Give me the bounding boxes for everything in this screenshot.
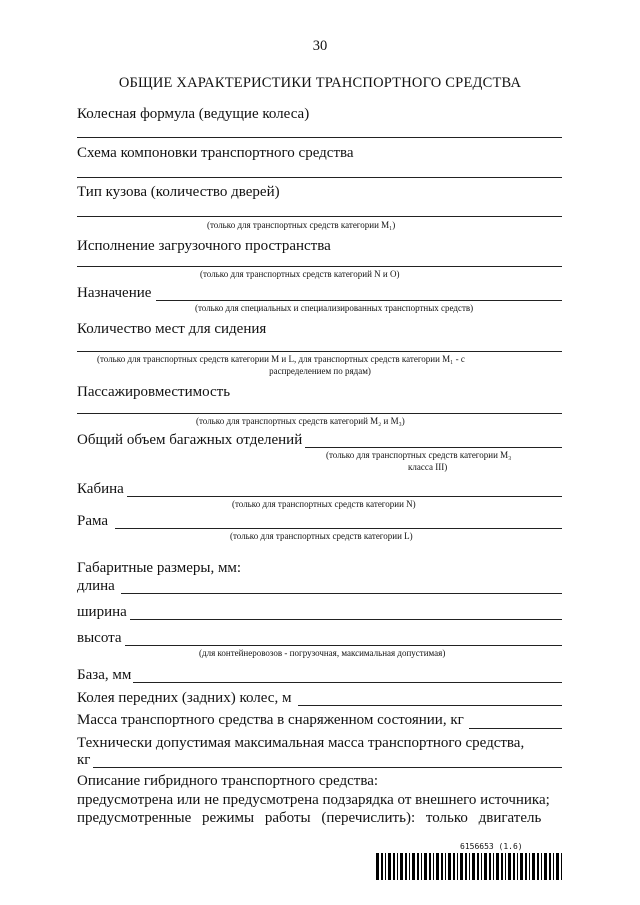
seats-label: Количество мест для сидения [77,321,267,337]
max-mass-line[interactable] [93,767,562,768]
dimensions-label: Габаритные размеры, мм: [77,560,242,576]
purpose-note: (только для специальных и специализированных транспортных средств) [195,303,474,313]
frame-note: (только для транспортных средств категории L) [230,531,413,541]
body-type-label: Тип кузова (количество дверей) [77,184,280,200]
hybrid-line-1: предусмотрена или не предусмотрена подзарядка от внешнего источника; [77,792,550,808]
luggage-note-2: класса III) [408,462,448,472]
width-label: ширина [77,604,127,620]
length-label: длина [77,578,115,594]
purpose-line[interactable] [156,300,562,301]
length-line[interactable] [121,593,562,594]
body-type-line[interactable] [77,216,562,217]
curb-mass-line[interactable] [469,728,562,729]
layout-scheme-label: Схема компоновки транспортного средства [77,145,354,161]
frame-label: Рама [77,513,109,529]
wheelbase-label: База, мм [77,667,132,683]
cargo-space-line[interactable] [77,266,562,267]
frame-line[interactable] [115,528,562,529]
passenger-capacity-line[interactable] [77,413,562,414]
max-mass-unit: кг [77,752,91,768]
cargo-space-label: Исполнение загрузочного пространства [77,238,331,254]
wheel-formula-label: Колесная формула (ведущие колеса) [77,106,310,122]
seats-note-1: (только для транспортных средств категории M и L, для транспортных средств категории M₁ - с [97,354,465,364]
page-number: 30 [312,38,328,54]
barcode-number: 6156653 (1.6) [460,842,523,851]
luggage-volume-line[interactable] [305,447,562,448]
cab-line[interactable] [127,496,562,497]
hybrid-description: Описание гибридного транспортного средства: [77,773,379,789]
passenger-capacity-label: Пассажировместимость [77,384,231,400]
seats-note-2: распределением по рядам) [269,366,371,376]
max-mass-label: Технически допустимая максимальная масса транспортного средства, [77,735,525,751]
track-label: Колея передних (задних) колес, м [77,690,292,706]
cargo-space-note: (только для транспортных средств категорий N и O) [200,269,400,279]
passenger-capacity-note: (только для транспортных средств категорий M₂ и M₃) [196,416,405,426]
luggage-volume-label: Общий объем багажных отделений [77,432,303,448]
page-title: ОБЩИЕ ХАРАКТЕРИСТИКИ ТРАНСПОРТНОГО СРЕДСТВА [118,75,522,91]
wheel-formula-line[interactable] [77,137,562,138]
cab-note: (только для транспортных средств категории N) [232,499,416,509]
barcode-image [376,853,562,880]
hybrid-line-2: предусмотренные режимы работы (перечислить): только двигатель [77,810,542,826]
cab-label: Кабина [77,481,124,497]
curb-mass-label: Масса транспортного средства в снаряженном состоянии, кг [77,712,464,728]
wheelbase-line[interactable] [133,682,562,683]
width-line[interactable] [130,619,562,620]
luggage-note-1: (только для транспортных средств категории M₃ [326,450,512,460]
body-type-note: (только для транспортных средств категории M₁) [207,220,396,230]
seats-line[interactable] [77,351,562,352]
layout-scheme-line[interactable] [77,177,562,178]
height-label: высота [77,630,122,646]
height-note: (для контейнеровозов - погрузочная, максимальная допустимая) [199,648,446,658]
height-line[interactable] [125,645,562,646]
purpose-label: Назначение [77,285,152,301]
track-line[interactable] [298,705,562,706]
